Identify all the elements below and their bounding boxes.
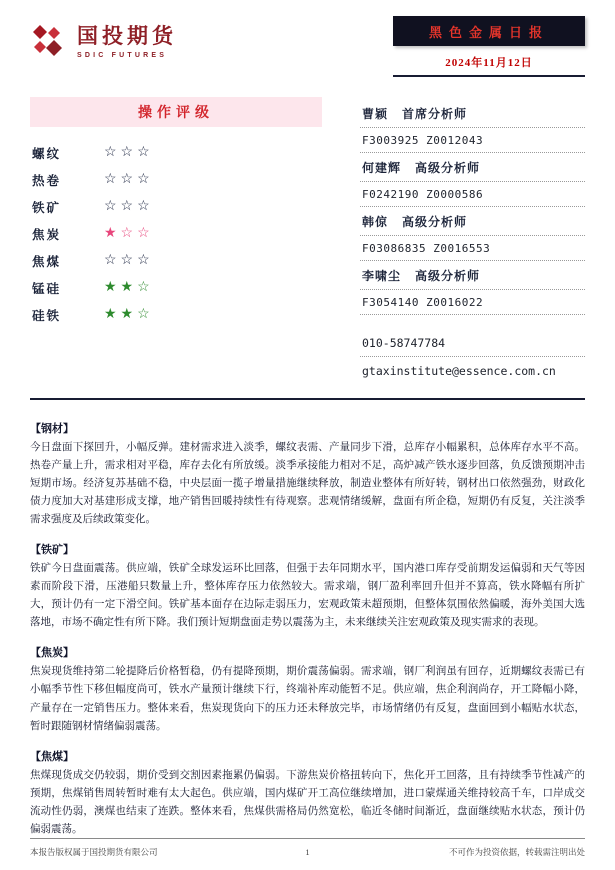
analyst-name-row [360,207,585,236]
analyst-title: 高级分析师 [415,269,481,283]
rating-row [30,166,322,193]
section-paragraph: 今日盘面下探回升，小幅反弹。建材需求进入淡季，螺纹表需、产量同步下滑，总库存小幅累积，总体库存水平不高。热卷产量上升，需求相对平稳，库存去化有所放缓。淡季承接能力相对不足，高炉减产铁水逐步回落，负反馈预期冲击短期市场。经济复苏基础不稳，中央层面一揽子增量措施继续释放，制造业整体有所好转，钢材出口依然强劲，财政化债力度加大对基建形成支撑，地产销售回暖持续性有待观察。悲观情绪缓解，盘面有所企稳，短期仍有反复，关注淡季需求强度及后续政策变化。 [30,442,585,526]
analyst-name: 韩倞 [362,215,389,229]
section-heading: 【焦煤】 [30,750,74,763]
diamond-logo-icon [30,23,68,57]
section-paragraph: 焦煤现货成交仍较弱，期价受到交割因素拖累仍偏弱。下游焦炭价格扭转向下，焦化开工回落，且有持续季节性减产的预期，焦煤销售周转暂时难有太大起色。供应端，国内煤矿开工高位继续增加，进口蒙煤通关维持较高千车，口岸成交流动性仍弱，澳煤也结束了连跌。整体来看，焦煤供需格局仍然宽松，临近冬储时间渐近，盘面继续贴水状态，预计仍偏弱震荡。 [30,769,585,835]
company-logo [30,20,177,59]
rating-stars: ☆☆☆ [104,144,154,160]
rating-name: 锰硅 [32,281,62,296]
report-header [0,0,615,77]
section-paragraph: 铁矿今日盘面震荡。供应端，铁矿全球发运环比回落，但强于去年同期水平，国内港口库存受前期发运偏弱和天气等因素而阶段下滑，压港船只数量上升，整体库存压力依然较大。需求端，钢厂盈利率回升但并不算高，铁水降幅有所扩大，预计仍有一定下滑空间。铁矿基本面存在边际走弱压力，宏观政策未超预期，但整体氛围依然偏暖，海外美国大选落地，市场不确定性有所下降。我们预计短期盘面走势以震荡为主，未来继续关注宏观政策及现实需求的表现。 [30,563,585,629]
page-number: 1 [305,847,310,857]
analyst-name: 李啸尘 [362,269,402,283]
contact-email[interactable]: gtaxinstitute@essence.com.cn [362,364,556,378]
section-heading: 【钢材】 [30,423,74,435]
rating-name: 热卷 [32,173,62,188]
company-name-en: SDIC FUTURES [77,52,168,59]
rating-stars: ★★☆ [104,279,154,295]
report-section [30,541,585,632]
report-date: 2024年11月12日 [393,46,585,77]
rating-row [30,139,322,166]
report-footer [30,838,585,858]
report-section [30,748,585,839]
rating-row [30,301,322,328]
analyst-name-row [360,99,585,128]
analyst-title: 首席分析师 [402,107,468,121]
contact-phone: 010-58747784 [360,329,585,357]
section-heading: 【焦炭】 [30,647,74,660]
rating-stars: ☆☆☆ [104,252,154,268]
rating-row [30,274,322,301]
company-name-block [77,20,177,59]
analyst-name: 何建辉 [362,161,402,175]
rating-name: 硅铁 [32,308,62,323]
rating-stars: ☆☆☆ [104,171,154,187]
analyst-title: 高级分析师 [415,161,481,175]
report-title: 黑色金属日报 [393,16,585,46]
report-body [0,400,615,839]
analysts-list [360,99,585,315]
report-title-block [393,16,585,77]
analyst-codes: F3003925 Z0012043 [360,128,585,153]
rating-name: 螺纹 [32,146,62,161]
footer-copyright: 本报告版权属于国投期货有限公司 [30,847,158,857]
analyst-name-row [360,153,585,182]
report-section [30,420,585,529]
analyst-codes: F3054140 Z0016022 [360,290,585,315]
section-paragraph: 焦炭现货维持第二轮提降后价格暂稳，仍有提降预期，期价震荡偏弱。需求端，钢厂利润虽有回存，近期螺纹表需已有小幅季节性下移但幅度尚可，铁水产量预计继续下行，终端补库动能暂不足。供应端，焦企利润尚存，开工降幅小降，产量存在一定销售压力。整体来看，焦炭现货向下的压力还未释放完毕，市场情绪仍有反复，盘面回到小幅贴水状态，暂时跟随钢材情绪偏弱震荡。 [30,666,585,732]
rating-row [30,247,322,274]
ratings-list [30,139,322,328]
footer-disclaimer: 不可作为投资依据，转载需注明出处 [448,847,585,857]
top-columns [0,77,615,384]
rating-stars: ★★☆ [104,306,154,322]
analyst-name-row [360,261,585,290]
rating-row [30,220,322,247]
rating-row [30,193,322,220]
rating-name: 铁矿 [32,200,62,215]
rating-name: 焦煤 [32,254,62,269]
company-name-cn: 国投期货 [77,25,177,48]
analyst-codes: F03086835 Z0016553 [360,236,585,261]
rating-stars: ★☆☆ [104,225,154,241]
ratings-column [30,97,322,384]
rating-stars: ☆☆☆ [104,198,154,214]
analyst-codes: F0242190 Z0000586 [360,182,585,207]
analysts-column [360,97,585,384]
analyst-title: 高级分析师 [402,215,468,229]
rating-name: 焦炭 [32,227,62,242]
analyst-name: 曹颖 [362,107,389,121]
report-section [30,644,585,735]
ratings-title: 操作评级 [30,97,322,127]
section-heading: 【铁矿】 [30,544,74,557]
